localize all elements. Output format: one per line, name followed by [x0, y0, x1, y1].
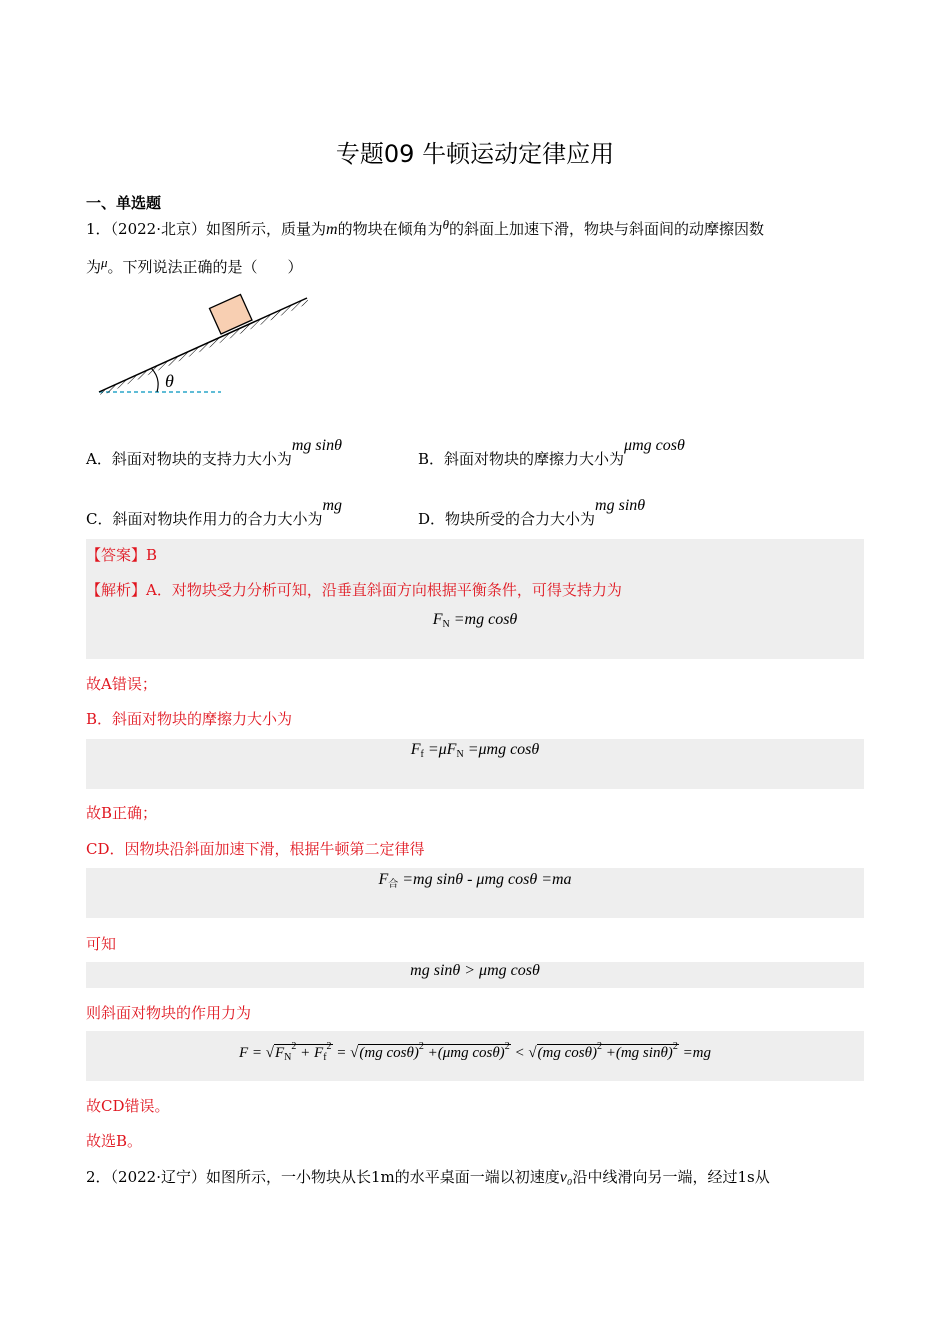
question-source: （2022·辽宁）	[110, 1168, 206, 1186]
question-1-line-1	[86, 217, 764, 239]
eq-subscript: 合	[388, 879, 399, 890]
option-d[interactable]	[418, 497, 645, 529]
section-heading: 一、单选题	[86, 194, 162, 212]
incline-hatching	[99, 298, 309, 396]
question-text: 沿中线滑向另一端，经过1s从	[572, 1168, 770, 1186]
eq-part: <	[510, 1045, 525, 1061]
eq-part: (mg cosθ)	[537, 1045, 597, 1061]
eq-part: =	[332, 1045, 347, 1061]
eq-symbol: F	[432, 611, 443, 628]
eq-superscript: 2	[418, 1041, 424, 1052]
eq-subscript: N	[442, 619, 450, 630]
eq-symbol: F	[378, 871, 389, 888]
option-b-expression: μmg cosθ	[624, 437, 685, 454]
question-number: 2．	[86, 1168, 111, 1186]
eq-subscript: f	[420, 749, 424, 760]
cd-wrong: 故CD错误。	[86, 1097, 170, 1115]
theta-symbol: θ	[442, 217, 449, 232]
eq-subscript: N	[284, 1052, 292, 1063]
equation-net-force	[86, 871, 864, 890]
eq-part: + F	[296, 1045, 324, 1061]
eq-symbol: F	[410, 741, 421, 758]
analysis-line	[86, 579, 622, 600]
answer-value: B	[146, 546, 158, 564]
equation-normal-force	[86, 611, 864, 630]
answer-line	[86, 544, 157, 565]
option-a-label: A．斜面对物块的支持力大小为	[86, 450, 292, 468]
eq-part: =mg	[678, 1045, 712, 1061]
question-text: 如图所示，一小物块从长1m的水平桌面一端以初速度	[206, 1168, 560, 1186]
question-1-line-2	[86, 255, 303, 277]
eq-part: =μF	[427, 741, 457, 758]
eq-rhs: =mg sinθ - μmg cosθ =ma	[402, 871, 572, 888]
mass-symbol: m	[326, 221, 338, 238]
option-b-label: B．斜面对物块的摩擦力大小为	[418, 450, 625, 468]
a-wrong: 故A错误；	[86, 675, 157, 693]
eq-part: F	[275, 1045, 285, 1061]
incline-surface	[99, 298, 307, 392]
equation-resultant: $F = √F_N^2 + F_f^2 = √(mg$ cosθ)$^2$ +(μmg cosθ)$^2$ < √(mg cosθ)$^2$ +(mg sinθ)$^2$ =mg	[238, 1041, 712, 1063]
analysis-text: A．对物块受力分析可知，沿垂直斜面方向根据平衡条件，可得支持力为	[146, 581, 622, 599]
eq-superscript: 2	[596, 1041, 602, 1052]
eq-superscript: 2	[291, 1041, 297, 1052]
option-a[interactable]	[86, 437, 342, 469]
question-text: 如图所示，质量为	[206, 220, 327, 238]
option-c-label: C．斜面对物块作用力的合力大小为	[86, 510, 323, 528]
mu-symbol: μ	[101, 255, 108, 270]
eq-superscript: 2	[326, 1041, 332, 1052]
page-title: 专题09 牛顿运动定律应用	[335, 140, 615, 168]
eq-superscript: 2	[672, 1041, 678, 1052]
eq-superscript: 2	[504, 1041, 510, 1052]
question-text: 为	[86, 258, 102, 276]
option-a-expression: mg sinθ	[291, 437, 342, 454]
question-2-line-1	[86, 1166, 770, 1187]
answer-tag: 【答案】	[86, 546, 147, 564]
option-b[interactable]	[418, 437, 685, 469]
b-right: 故B正确；	[86, 804, 158, 822]
equation-friction	[86, 741, 864, 760]
eq-rhs: =mg cosθ	[453, 611, 518, 628]
question-text: 的物块在倾角为	[337, 220, 443, 238]
option-c[interactable]	[86, 497, 342, 529]
angle-label: θ	[165, 371, 174, 391]
option-d-expression: mg sinθ	[595, 497, 646, 514]
eq-subscript: N	[456, 749, 464, 760]
question-number: 1．	[86, 220, 111, 238]
cd-text: CD．因物块沿斜面加速下滑，根据牛顿第二定律得	[86, 840, 425, 858]
question-text: 的斜面上加速下滑，物块与斜面间的动摩擦因数	[448, 220, 764, 238]
question-source: （2022·北京）	[110, 220, 206, 238]
eq-part: +(mg sinθ)	[601, 1045, 673, 1061]
velocity-symbol: v₀	[559, 1169, 573, 1186]
incline-figure	[95, 292, 315, 400]
eq-part: (mg cosθ)	[359, 1045, 419, 1061]
analysis-tag: 【解析】	[86, 581, 147, 599]
choose-answer: 故选B。	[86, 1132, 143, 1150]
equation-inequality: mg sinθ > μmg cosθ	[410, 962, 540, 979]
force-text: 则斜面对物块的作用力为	[86, 1004, 252, 1022]
option-c-expression: mg	[322, 497, 343, 514]
eq-subscript: f	[323, 1052, 327, 1063]
kezhi-text: 可知	[86, 935, 117, 953]
option-d-label: D．物块所受的合力大小为	[418, 510, 596, 528]
question-text: 。下列说法正确的是（ ）	[107, 258, 303, 276]
b-text: B．斜面对物块的摩擦力大小为	[86, 710, 293, 728]
eq-part: +(μmg cosθ)	[423, 1045, 505, 1061]
eq-rhs: =μmg cosθ	[467, 741, 540, 758]
eq-lhs: F =	[238, 1045, 263, 1061]
